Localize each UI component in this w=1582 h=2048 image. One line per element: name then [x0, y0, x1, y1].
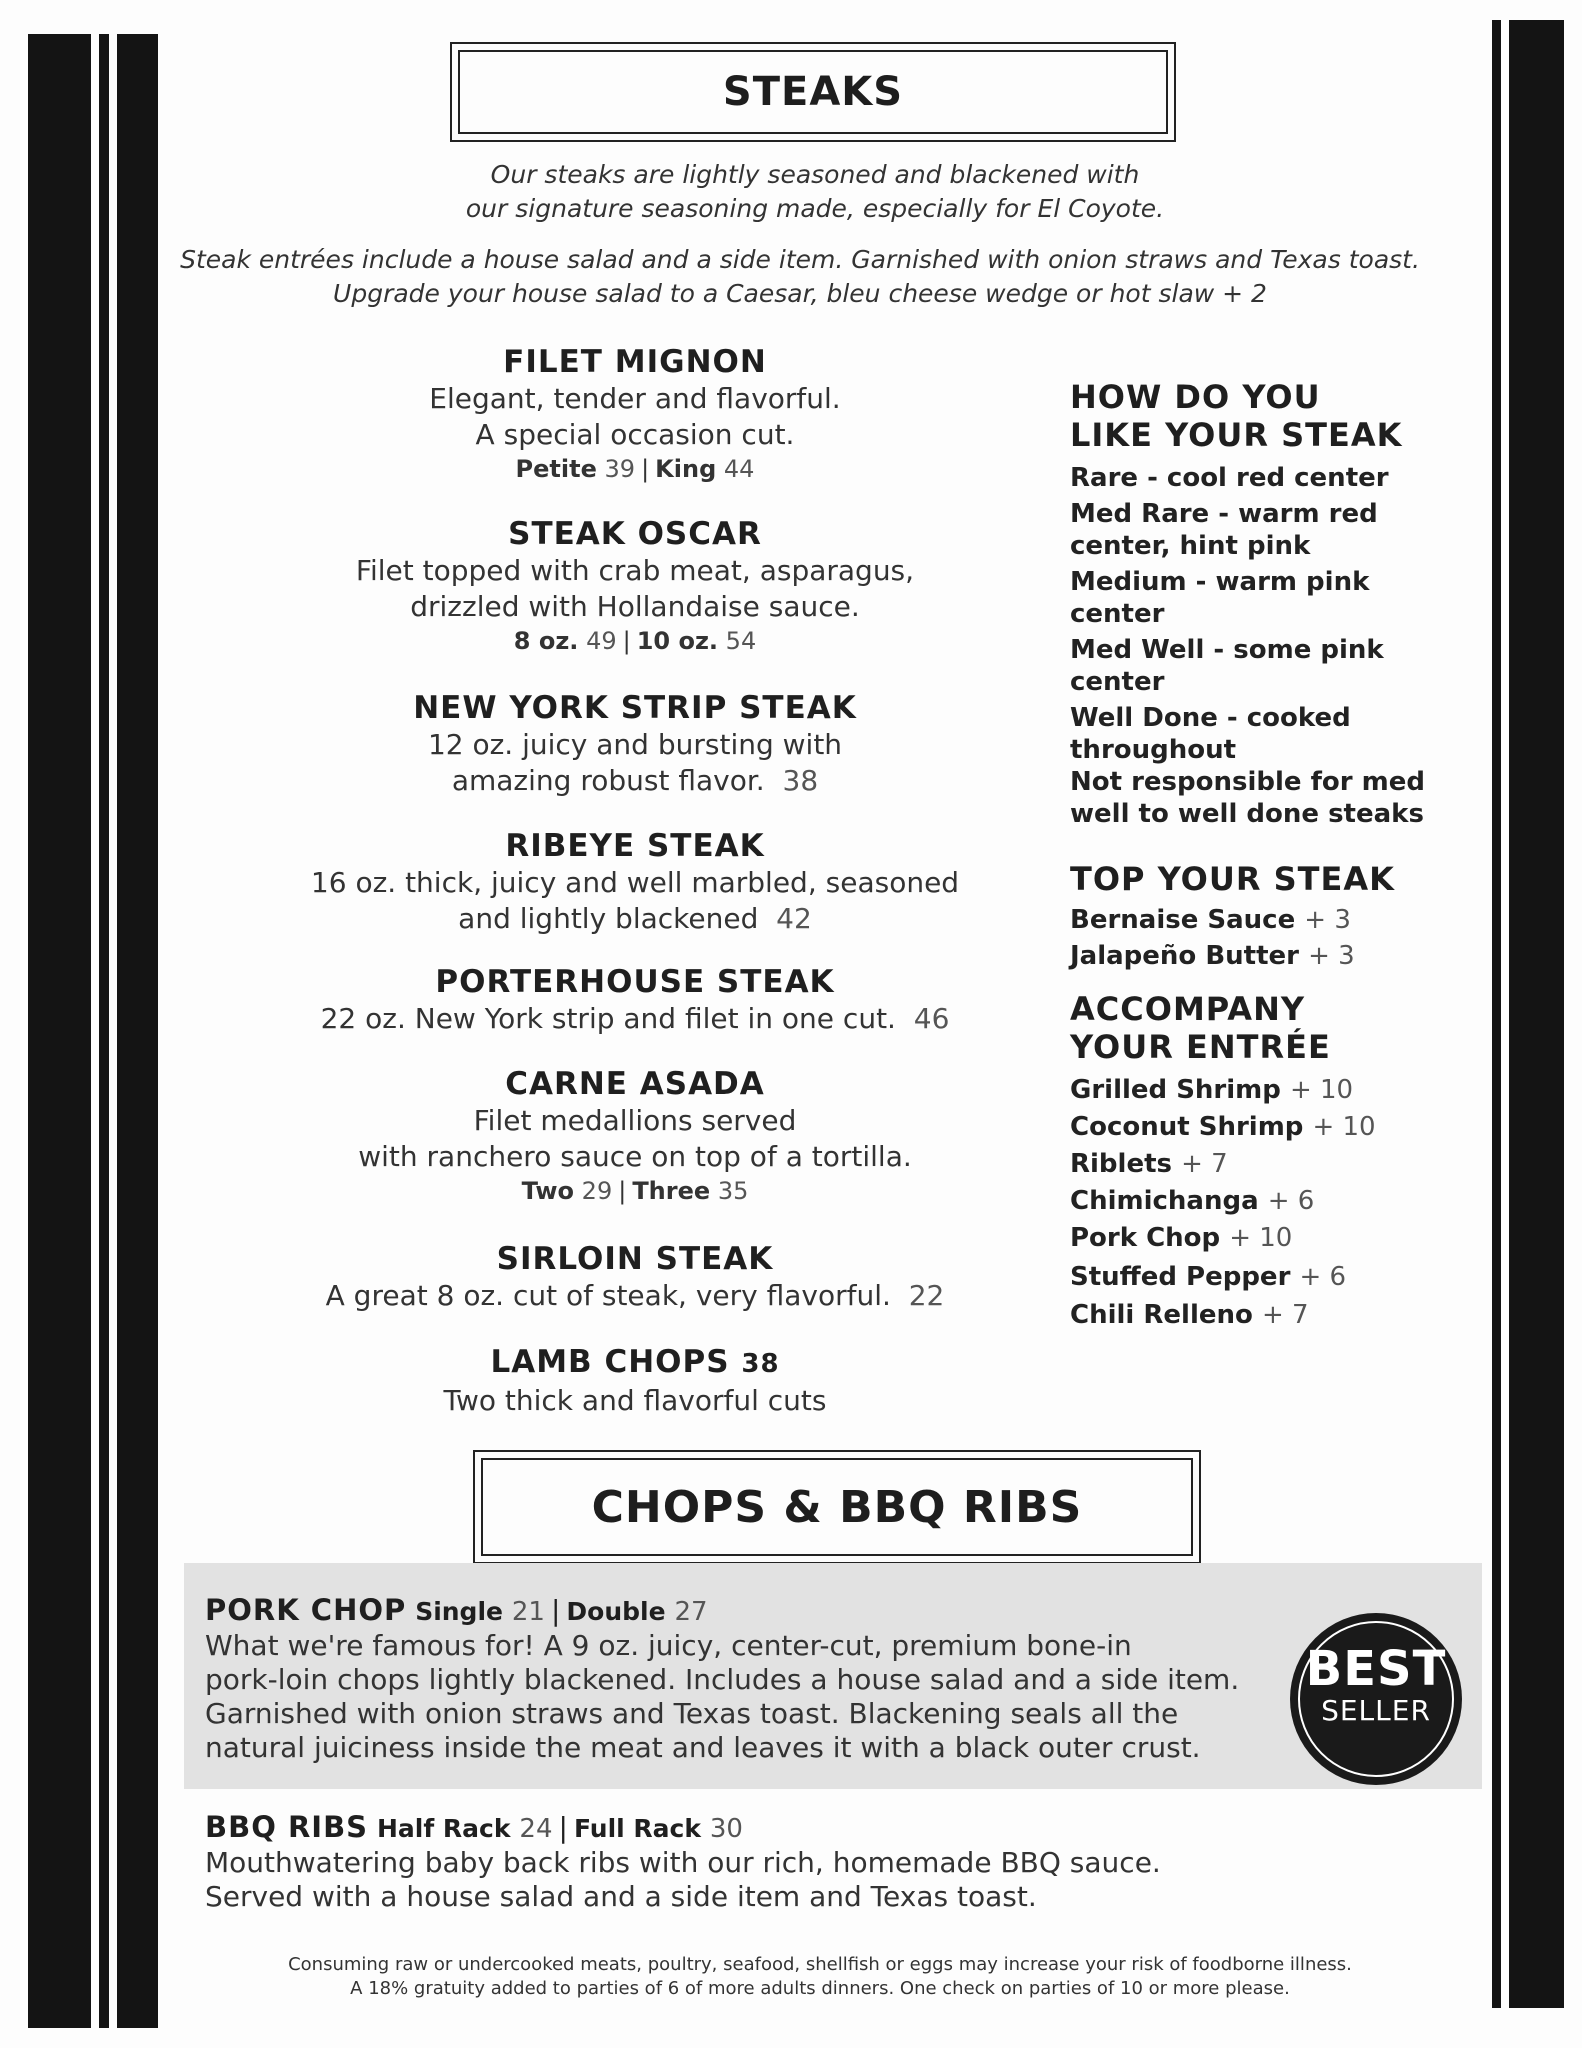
doneness-line: Medium - warm pink [1070, 567, 1370, 597]
best-seller-badge [1290, 1613, 1462, 1785]
doneness-heading: HOW DO YOU [1070, 378, 1321, 416]
item-price: 8 oz. 49 | 10 oz. 54 [513, 627, 757, 655]
doneness-line: Rare - cool red center [1070, 463, 1389, 493]
menu-item-pork-chop [205, 1593, 1305, 1765]
toppings-section [1070, 860, 1470, 972]
doneness-heading: LIKE YOUR STEAK [1070, 416, 1403, 454]
menu-item-bbq-ribs [205, 1810, 1405, 1914]
menu-item-porterhouse [250, 963, 1020, 1037]
footer-line: A 18% gratuity added to parties of 6 of more adults dinners. One check on parties of 10 or more please. [350, 1978, 1290, 1999]
item-name: FILET MIGNON [503, 344, 767, 380]
item-desc: Served with a house salad and a side item and Texas toast. [205, 1880, 1037, 1913]
item-desc: Filet medallions served [473, 1104, 797, 1137]
item-desc: amazing robust flavor. 38 [451, 764, 819, 797]
item-name: LAMB CHOPS 38 [490, 1344, 780, 1380]
item-desc: pork-loin chops lightly blackened. Includes a house salad and a side item. [205, 1663, 1240, 1696]
doneness-line: center [1070, 599, 1165, 629]
doneness-line: center, hint pink [1070, 531, 1311, 561]
steaks-title-box [450, 42, 1176, 142]
item-desc: 22 oz. New York strip and filet in one cut. 46 [320, 1002, 950, 1035]
item-name: NEW YORK STRIP STEAK [413, 690, 857, 726]
item-desc: Two thick and flavorful cuts [443, 1384, 827, 1417]
doneness-line: Med Rare - warm red [1070, 499, 1378, 529]
item-desc: Elegant, tender and flavorful. [429, 382, 841, 415]
left-border-bar-inner [117, 34, 158, 2028]
chops-title: CHOPS & BBQ RIBS [481, 1458, 1193, 1556]
note-line: Upgrade your house salad to a Caesar, bleu cheese wedge or hot slaw + 2 [333, 279, 1267, 308]
accompany-heading: YOUR ENTRÉE [1070, 1028, 1331, 1066]
toppings-heading: TOP YOUR STEAK [1070, 860, 1395, 898]
item-name: RIBEYE STEAK [505, 828, 765, 864]
item-desc: Garnished with onion straws and Texas toast. Blackening seals all the [205, 1697, 1179, 1730]
note-line: Steak entrées include a house salad and a side item. Garnished with onion straws and Texas toast. [180, 245, 1420, 274]
badge-ring [1298, 1621, 1454, 1777]
item-desc: drizzled with Hollandaise sauce. [410, 590, 860, 623]
right-border-bar [1509, 20, 1564, 2008]
left-border-stripe [99, 34, 109, 2028]
chops-title-box [473, 1450, 1201, 1564]
item-name: STEAK OSCAR [508, 516, 762, 552]
doneness-line: throughout [1070, 735, 1237, 765]
accompany-item: Chimichanga + 6 [1070, 1186, 1315, 1216]
item-name: SIRLOIN STEAK [496, 1241, 774, 1277]
steaks-note [150, 243, 1450, 311]
item-desc: Mouthwatering baby back ribs with our rich, homemade BBQ sauce. [205, 1846, 1161, 1879]
accompany-item: Grilled Shrimp + 10 [1070, 1075, 1354, 1105]
doneness-section [1070, 378, 1470, 830]
intro-line: Our steaks are lightly seasoned and blackened with [490, 160, 1140, 189]
doneness-line: Med Well - some pink [1070, 635, 1384, 665]
item-desc: natural juiciness inside the meat and leaves it with a black outer crust. [205, 1731, 1201, 1764]
intro-line: our signature seasoning made, especially for El Coyote. [465, 194, 1165, 223]
footer-disclaimer [200, 1953, 1440, 2001]
menu-item-filet-mignon [250, 343, 1020, 485]
menu-item-new-york-strip [250, 689, 1020, 799]
item-heading: BBQ RIBS Half Rack 24 | Full Rack 30 [205, 1810, 743, 1844]
item-desc: 12 oz. juicy and bursting with [427, 728, 843, 761]
topping-item: Bernaise Sauce + 3 [1070, 905, 1351, 935]
accompany-heading: ACCOMPANY [1070, 990, 1306, 1028]
badge-line: SELLER [1321, 1694, 1431, 1727]
doneness-line: center [1070, 667, 1165, 697]
item-price: Two 29 | Three 35 [521, 1177, 749, 1205]
item-price: Petite 39 | King 44 [515, 455, 755, 483]
item-desc: A special occasion cut. [475, 418, 795, 451]
topping-item: Jalapeño Butter + 3 [1070, 941, 1355, 971]
right-border-stripe [1492, 20, 1501, 2008]
menu-item-steak-oscar [250, 515, 1020, 657]
doneness-line: Well Done - cooked [1070, 703, 1351, 733]
item-desc: 16 oz. thick, juicy and well marbled, seasoned [310, 866, 960, 899]
accompany-section [1070, 990, 1470, 1334]
menu-item-carne-asada [250, 1065, 1020, 1207]
item-desc: and lightly blackened 42 [458, 902, 812, 935]
item-name: PORTERHOUSE STEAK [435, 964, 835, 1000]
left-border-bar [28, 34, 91, 2028]
item-desc: A great 8 oz. cut of steak, very flavorful. 22 [325, 1279, 945, 1312]
item-desc: Filet topped with crab meat, asparagus, [355, 554, 915, 587]
menu-item-ribeye [250, 827, 1020, 937]
accompany-item: Stuffed Pepper + 6 [1070, 1262, 1347, 1292]
menu-item-lamb-chops [250, 1343, 1020, 1419]
accompany-item: Chili Relleno + 7 [1070, 1300, 1309, 1330]
doneness-line: Not responsible for med [1070, 767, 1425, 797]
accompany-item: Riblets + 7 [1070, 1149, 1228, 1179]
doneness-line: well to well done steaks [1070, 799, 1424, 829]
accompany-item: Pork Chop + 10 [1070, 1223, 1293, 1253]
item-desc: What we're famous for! A 9 oz. juicy, center-cut, premium bone-in [205, 1629, 1132, 1662]
item-desc: with ranchero sauce on top of a tortilla. [358, 1140, 912, 1173]
steaks-intro [300, 158, 1330, 226]
badge-line: BEST [1305, 1641, 1447, 1697]
footer-line: Consuming raw or undercooked meats, poultry, seafood, shellfish or eggs may increase your risk of foodborne illness. [288, 1954, 1352, 1975]
item-heading: PORK CHOP Single 21 | Double 27 [205, 1593, 708, 1627]
item-name: CARNE ASADA [505, 1066, 765, 1102]
accompany-item: Coconut Shrimp + 10 [1070, 1112, 1376, 1142]
menu-item-sirloin [250, 1240, 1020, 1314]
steaks-title: STEAKS [458, 50, 1168, 134]
